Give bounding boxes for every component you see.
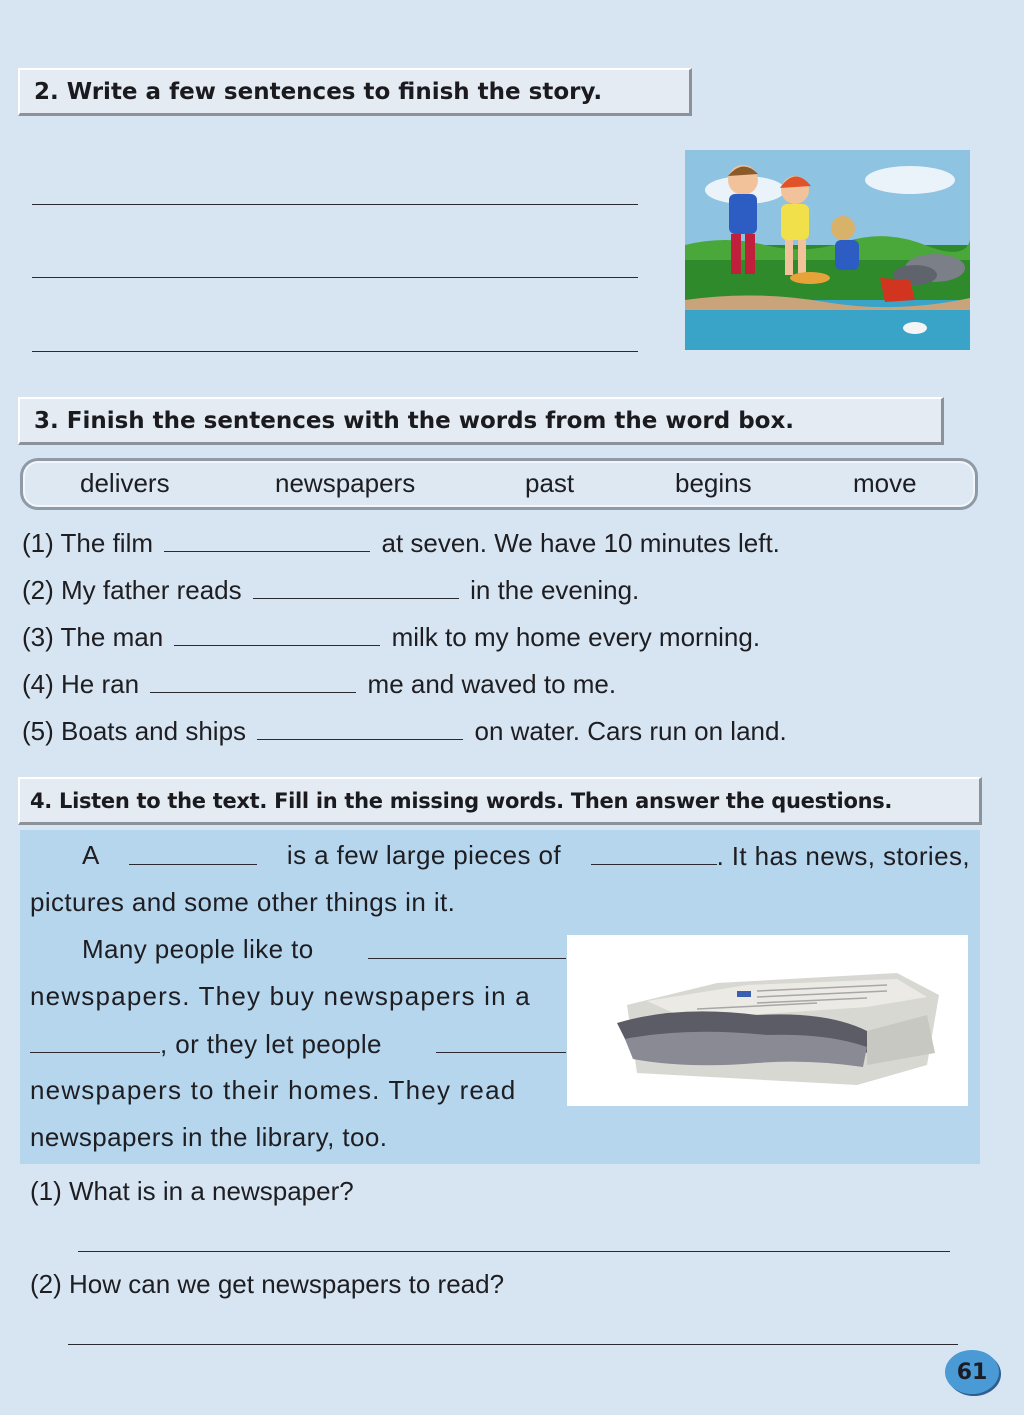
fill-blank[interactable] <box>150 666 356 693</box>
sentence-number: (2) <box>22 575 54 605</box>
section-3-heading-text: 3. Finish the sentences with the words from the word box. <box>34 407 795 434</box>
story-illustration <box>685 150 970 350</box>
passage-line-7 <box>30 1122 387 1153</box>
passage-line-5 <box>30 1028 566 1060</box>
question-1-answer-line[interactable] <box>78 1251 950 1252</box>
word-box-item: past <box>525 468 575 498</box>
sentence-number: (5) <box>22 716 54 746</box>
sentence-number: (3) <box>22 622 54 652</box>
sentence-4 <box>22 666 616 700</box>
passage-line-6 <box>30 1075 516 1106</box>
question-2-answer-line[interactable] <box>68 1344 958 1345</box>
answer-line-1[interactable] <box>32 204 638 205</box>
question-1: (1) What is in a newspaper? <box>30 1176 354 1206</box>
passage-line-3 <box>82 934 566 965</box>
sentence-before: The film <box>60 528 154 558</box>
answer-line-3[interactable] <box>32 351 638 352</box>
passage-text: newspapers in the library, too. <box>30 1122 388 1152</box>
word-box-item: move <box>853 468 917 498</box>
passage-text: Many people like to <box>82 934 314 964</box>
sentence-5 <box>22 713 787 747</box>
fill-blank[interactable] <box>257 713 463 740</box>
passage-text: A <box>82 840 100 870</box>
fill-blank[interactable] <box>591 840 717 865</box>
word-box-item: begins <box>675 468 752 498</box>
passage-text: is a few large pieces of <box>286 840 561 870</box>
sentence-after: on water. Cars run on land. <box>474 716 787 746</box>
fill-blank[interactable] <box>164 525 370 552</box>
sentence-before: He ran <box>61 669 140 699</box>
passage-text: . It has news, stories, <box>716 841 970 871</box>
section-2-heading <box>18 68 692 116</box>
sentence-before: Boats and ships <box>61 716 247 746</box>
page-number-badge <box>945 1350 999 1394</box>
passage-line-2 <box>30 887 455 918</box>
sentence-before: My father reads <box>61 575 242 605</box>
word-box-item: delivers <box>80 468 170 498</box>
passage-text: newspapers. They buy newspapers in a <box>30 981 531 1011</box>
passage-text: pictures and some other things in it. <box>30 887 456 917</box>
section-4-heading-text: 4. Listen to the text. Fill in the missing words. Then answer the questions. <box>30 788 893 813</box>
sentence-3 <box>22 619 760 653</box>
fill-blank[interactable] <box>253 572 459 599</box>
sentence-2 <box>22 572 639 606</box>
fill-blank[interactable] <box>174 619 380 646</box>
question-2: (2) How can we get newspapers to read? <box>30 1269 505 1299</box>
sentence-after: me and waved to me. <box>367 669 617 699</box>
answer-line-2[interactable] <box>32 277 638 278</box>
sentence-after: milk to my home every morning. <box>391 622 761 652</box>
passage-line-4 <box>30 981 531 1012</box>
sentence-number: (4) <box>22 669 54 699</box>
sentence-number: (1) <box>22 528 54 558</box>
sentence-before: The man <box>60 622 164 652</box>
section-2-heading-text: 2. Write a few sentences to finish the story. <box>34 78 603 105</box>
sentence-1 <box>22 525 780 559</box>
word-box-item: newspapers <box>275 468 416 498</box>
passage-line-1 <box>82 840 970 872</box>
page-number: 61 <box>956 1359 988 1385</box>
fill-blank[interactable] <box>436 1028 566 1053</box>
section-3-heading <box>18 397 944 445</box>
passage-text: newspapers to their homes. They read <box>30 1075 517 1105</box>
section-4-heading <box>18 777 982 825</box>
sentence-after: in the evening. <box>470 575 640 605</box>
fill-blank[interactable] <box>30 1028 160 1053</box>
sentence-after: at seven. We have 10 minutes left. <box>381 528 780 558</box>
newspaper-photo <box>567 935 968 1106</box>
fill-blank[interactable] <box>129 840 257 865</box>
passage-text: , or they let people <box>160 1029 382 1059</box>
fill-blank[interactable] <box>368 934 566 959</box>
